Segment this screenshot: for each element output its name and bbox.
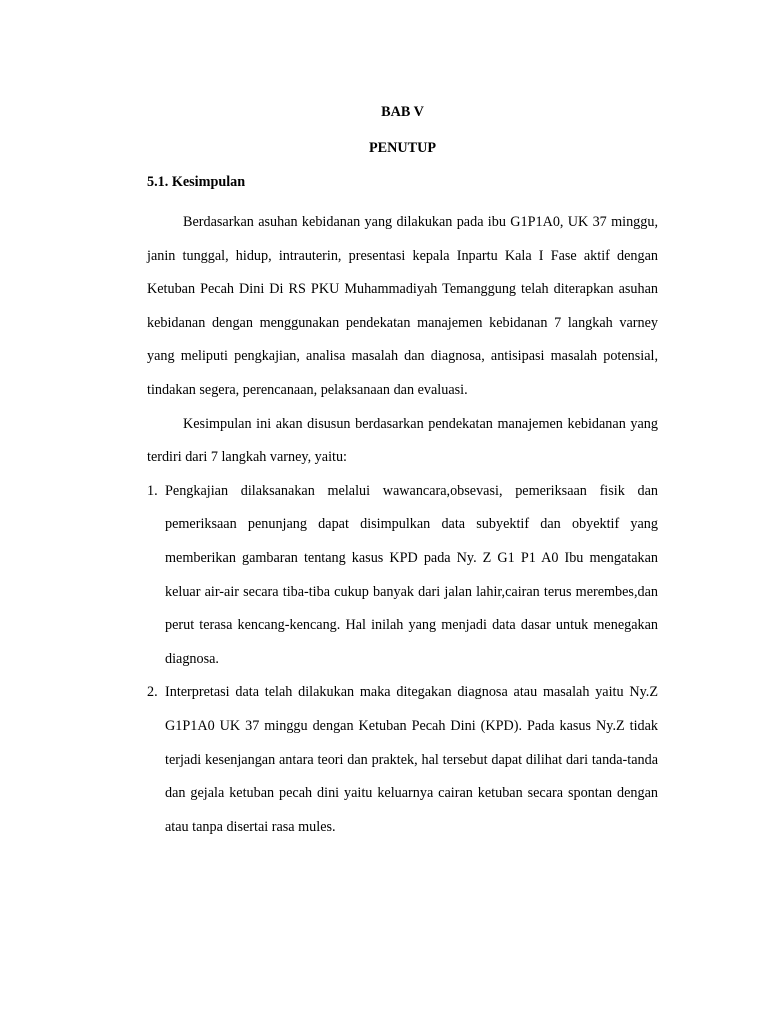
list-item-text: Interpretasi data telah dilakukan maka ditegakan diagnosa atau masalah yaitu Ny.Z G1P1A0 UK 37 minggu dengan Ketuban Pecah Dini (KPD). Pada kasus Ny.Z tidak terjadi kesenjangan antara teori dan praktek, hal tersebut dapat dilihat dari tanda-tanda dan gejala ketuban pecah dini yaitu keluarnya cairan ketuban secara spontan dengan atau tanpa disertai rasa mules. — [165, 684, 658, 835]
findings-list — [147, 475, 658, 845]
paragraph-intro: Kesimpulan ini akan disusun berdasarkan pendekatan manajemen kebidanan yang terdiri dari 7 langkah varney, yaitu: — [147, 415, 658, 466]
list-item-text: Pengkajian dilaksanakan melalui wawancara,obsevasi, pemeriksaan fisik dan pemeriksaan penunjang dapat disimpulkan data subyektif dan obyektif yang memberikan gambaran tentang kasus KPD pada Ny. Z G1 P1 A0 Ibu mengatakan keluar air-air secara tiba-tiba cukup banyak dari jalan lahir,cairan terus merembes,dan perut terasa kencang-kencang. Hal inilah yang menjadi data dasar untuk menegakan diagnosa. — [165, 482, 658, 667]
page-content — [147, 102, 658, 844]
list-item-number: 1. — [147, 482, 158, 499]
list-item — [147, 475, 658, 677]
list-item-number: 2. — [147, 684, 158, 701]
section-heading: 5.1. Kesimpulan — [147, 174, 246, 190]
list-item — [147, 676, 658, 844]
paragraph-summary: Berdasarkan asuhan kebidanan yang dilakukan pada ibu G1P1A0, UK 37 minggu, janin tunggal, hidup, intrauterin, presentasi kepala Inpartu Kala I Fase aktif dengan Ketuban Pecah Dini Di RS PKU Muhammadiyah Temanggung telah diterapkan asuhan kebidanan dengan menggunakan pendekatan manajemen kebidanan 7 langkah varney yang meliputi pengkajian, analisa masalah dan diagnosa, antisipasi masalah potensial, tindakan segera, perencanaan, pelaksanaan dan evaluasi. — [147, 214, 658, 398]
chapter-heading: BAB V — [381, 104, 424, 120]
chapter-title: PENUTUP — [369, 140, 436, 156]
